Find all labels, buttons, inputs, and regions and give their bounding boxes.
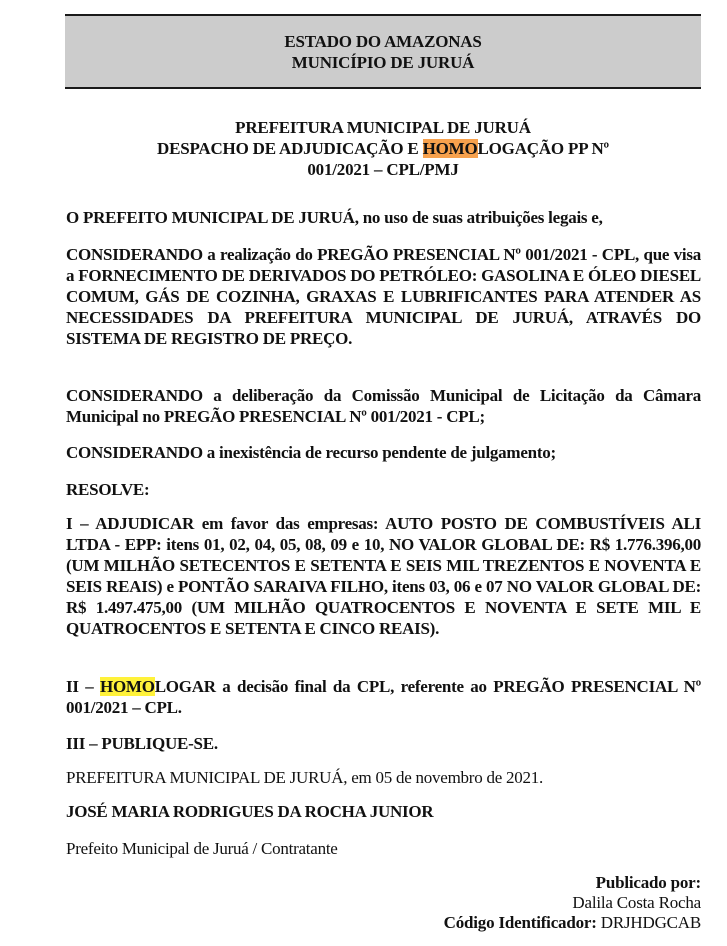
considerando-paragraph-1: CONSIDERANDO a realização do PREGÃO PRESENCIAL Nº 001/2021 - CPL, que visa a FORNECIMENTO DE DERIVADOS DO PETRÓLEO: GASOLINA E ÓLEO DIESEL COMUM, GÁS DE COZINHA, GRAXAS E LUBRIFICANTES PARA ATENDER AS NECESSIDADES DA PREFEITURA MUNICIPAL DE JURUÁ, ATRAVÉS DO SISTEMA DE REGISTRO DE PREÇO. — [66, 245, 701, 348]
publisher-name: Dalila Costa Rocha — [572, 893, 701, 912]
item-2-pre: II – — [66, 677, 100, 696]
signer-name: JOSÉ MARIA RODRIGUES DA ROCHA JUNIOR — [66, 802, 434, 821]
state-header-box — [65, 14, 701, 89]
item-3-publique: III – PUBLIQUE-SE. — [66, 734, 218, 753]
item-2-homologar — [66, 676, 701, 718]
title-line-3: 001/2021 – CPL/PMJ — [307, 160, 459, 179]
title-line-1: PREFEITURA MUNICIPAL DE JURUÁ — [235, 118, 531, 137]
title-line-2-pre: DESPACHO DE ADJUDICAÇÃO E — [157, 139, 423, 158]
title-line-2 — [65, 138, 701, 159]
date-line: PREFEITURA MUNICIPAL DE JURUÁ, em 05 de novembro de 2021. — [66, 768, 544, 787]
state-name: ESTADO DO AMAZONAS — [284, 31, 482, 51]
intro-paragraph: O PREFEITO MUNICIPAL DE JURUÁ, no uso de suas atribuições legais e, — [66, 208, 603, 227]
identifier-code-value: DRJHDGCAB — [600, 913, 701, 932]
municipality-name: MUNICÍPIO DE JURUÁ — [291, 52, 475, 72]
identifier-code-label: Código Identificador: — [443, 913, 597, 932]
title-line-2-post: LOGAÇÃO PP Nº — [477, 139, 609, 158]
resolve-heading: RESOLVE: — [66, 480, 150, 499]
item-2-post: LOGAR a decisão final da CPL, referente ao PREGÃO PRESENCIAL Nº 001/2021 – CPL. — [66, 677, 701, 717]
document-title — [65, 117, 701, 180]
publication-info — [301, 873, 701, 933]
signer-role: Prefeito Municipal de Juruá / Contratante — [66, 839, 338, 858]
considerando-paragraph-2: CONSIDERANDO a deliberação da Comissão Municipal de Licitação da Câmara Municipal no PREGÃO PRESENCIAL Nº 001/2021 - CPL; — [66, 386, 701, 426]
search-highlight: HOMO — [422, 139, 478, 158]
published-by-label: Publicado por: — [595, 873, 701, 892]
search-highlight-active: HOMO — [99, 677, 155, 696]
considerando-paragraph-3: CONSIDERANDO a inexistência de recurso pendente de julgamento; — [66, 443, 556, 462]
item-1-adjudicar: I – ADJUDICAR em favor das empresas: AUTO POSTO DE COMBUSTÍVEIS ALI LTDA - EPP: itens 01, 02, 04, 05, 08, 09 e 10, NO VALOR GLOBAL DE: R$ 1.776.396,00 (UM MILHÃO SETECENTOS E SETENTA E SEIS MIL TREZENTOS E NOVENTA E SEIS REAIS) e PONTÃO SARAIVA FILHO, itens 03, 06 e 07 NO VALOR GLOBAL DE: R$ 1.497.475,00 (UM MILHÃO QUATROCENTOS E NOVENTA E SETE MIL E QUATROCENTOS E SETENTA E CINCO REAIS). — [66, 514, 701, 638]
identifier-code-line — [301, 913, 701, 933]
